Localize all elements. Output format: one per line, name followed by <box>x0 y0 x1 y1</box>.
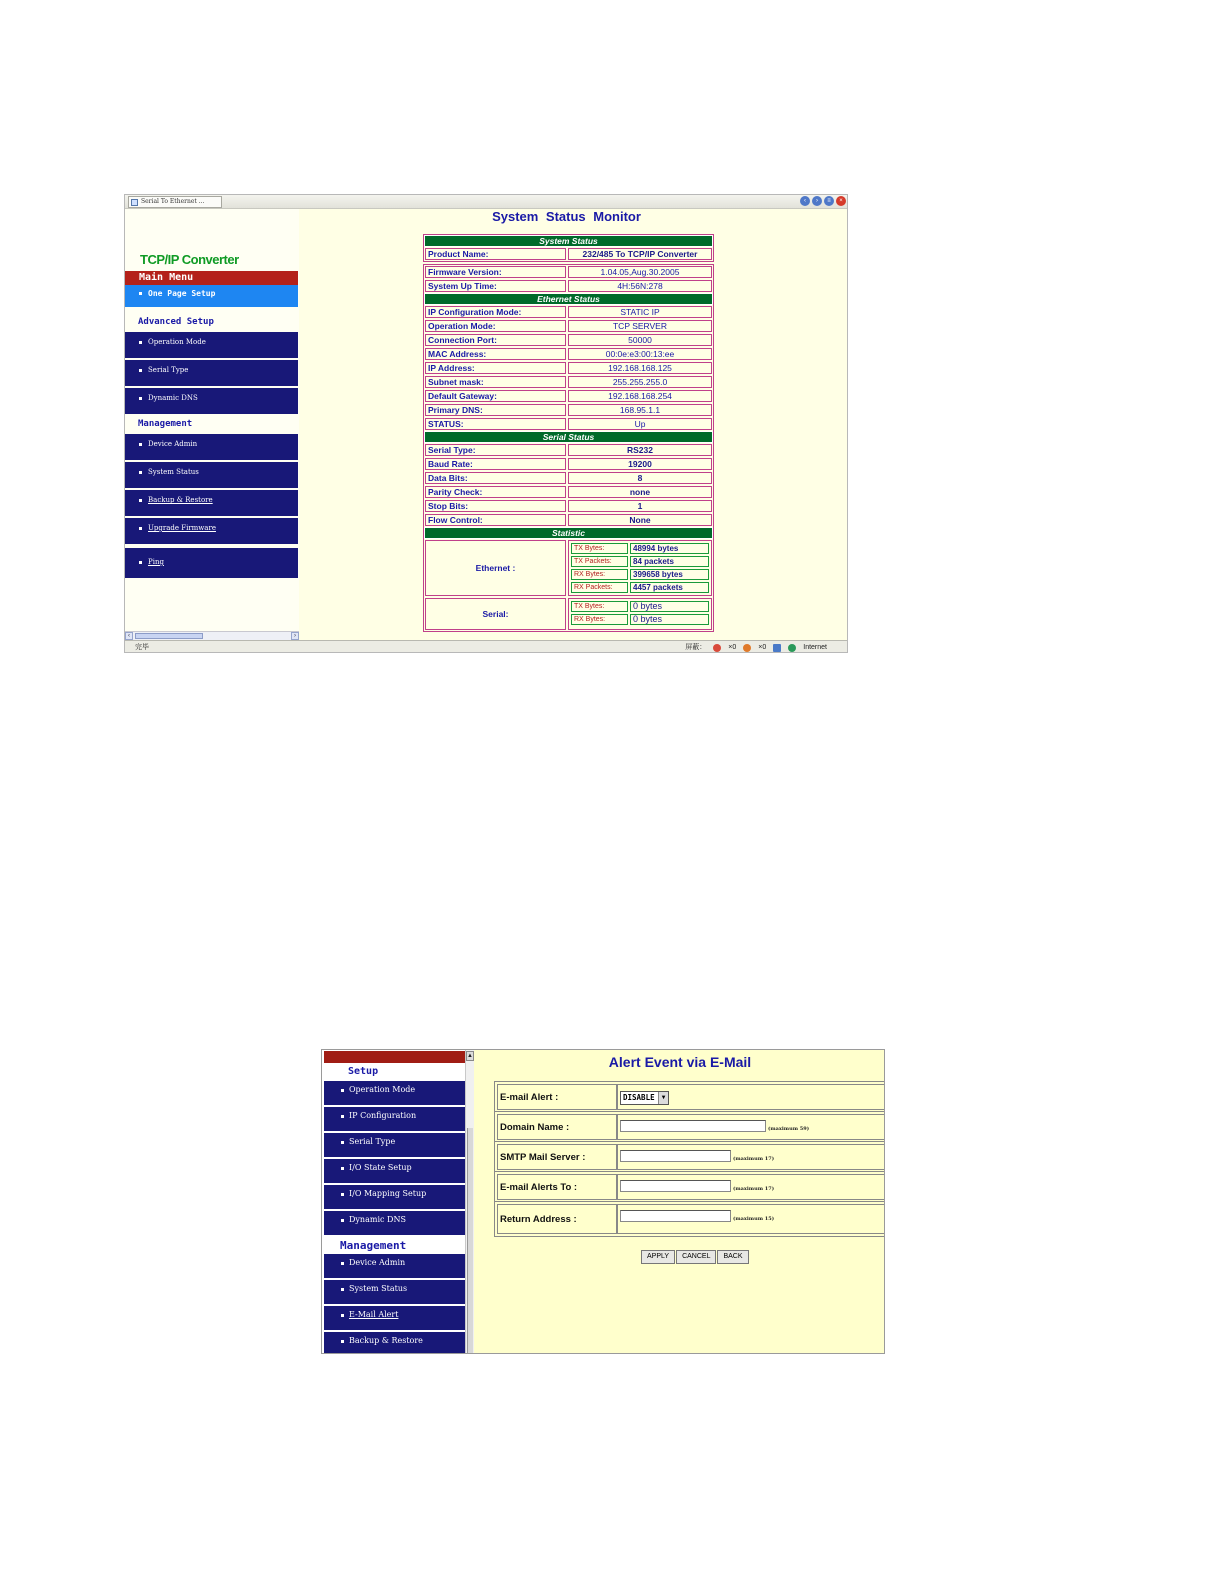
scroll-left-icon[interactable]: ‹ <box>125 632 133 640</box>
firmware-table <box>423 264 714 632</box>
form-row-smtp-server <box>495 1142 885 1172</box>
sidebar-item-label: System Status <box>148 468 199 476</box>
table-row <box>424 485 713 499</box>
stat-label: RX Bytes: <box>571 614 628 625</box>
bullet-icon <box>139 443 142 446</box>
email-alert-select[interactable] <box>620 1091 669 1105</box>
section-advanced-setup: Advanced Setup <box>138 317 214 327</box>
stat-value: 84 packets <box>630 556 709 567</box>
sidebar-item-label: Device Admin <box>148 440 198 448</box>
form-row-alerts-to <box>495 1172 885 1202</box>
email-alert-label: E-mail Alert : <box>497 1084 617 1110</box>
blocked-count-2: ×0 <box>758 644 767 651</box>
sidebar-item-operation-mode[interactable] <box>324 1081 465 1105</box>
table-row <box>424 265 713 279</box>
status-right <box>685 641 827 653</box>
row-label: Data Bits: <box>425 472 566 484</box>
sidebar-item-label: Backup & Restore <box>148 496 213 504</box>
sidebar-item-serial-type[interactable] <box>125 360 298 386</box>
email-alert-form <box>494 1081 885 1237</box>
row-label: Primary DNS: <box>425 404 566 416</box>
browser-status-bar <box>125 640 848 653</box>
serial-statistic-row <box>424 597 713 631</box>
smtp-server-hint: (maximum 17) <box>733 1156 775 1162</box>
sidebar-item-dynamic-dns[interactable] <box>125 388 298 414</box>
window-controls <box>800 196 846 208</box>
form-row-email-alert <box>495 1082 885 1112</box>
row-label: Product Name: <box>425 248 566 260</box>
alerts-to-input[interactable] <box>620 1180 731 1192</box>
table-row <box>424 319 713 333</box>
row-label: Stop Bits: <box>425 500 566 512</box>
bullet-icon <box>341 1219 344 1222</box>
sidebar-item-label: Dynamic DNS <box>349 1215 406 1224</box>
sidebar-item-device-admin[interactable] <box>324 1254 465 1278</box>
page-info-icon[interactable] <box>773 644 781 652</box>
stat-label: TX Bytes: <box>571 543 628 554</box>
sidebar-item-system-status[interactable] <box>324 1280 465 1304</box>
sidebar-item-email-alert[interactable] <box>324 1306 465 1330</box>
bullet-icon <box>341 1167 344 1170</box>
bullet-icon <box>341 1262 344 1265</box>
statistic-header: Statistic <box>424 527 713 539</box>
stat-value: 399658 bytes <box>630 569 709 580</box>
back-circle-icon[interactable]: ‹ <box>800 196 810 206</box>
row-label: Flow Control: <box>425 514 566 526</box>
sidebar-item-one-page-setup[interactable] <box>125 285 298 307</box>
stat-value: 0 bytes <box>630 614 709 625</box>
sidebar-item-dynamic-dns[interactable] <box>324 1211 465 1235</box>
sidebar-item-label: Dynamic DNS <box>148 394 198 402</box>
apply-button[interactable]: APPLY <box>641 1250 675 1264</box>
bullet-icon <box>341 1141 344 1144</box>
stat-row <box>570 555 710 568</box>
sidebar-item-label: Device Admin <box>349 1258 406 1267</box>
stat-label: RX Bytes: <box>571 569 628 580</box>
sidebar-item-label: System Status <box>349 1284 408 1293</box>
sidebar-item-system-status[interactable] <box>125 462 298 488</box>
alerts-to-label: E-mail Alerts To : <box>497 1174 617 1200</box>
bullet-icon <box>139 561 142 564</box>
table-row <box>424 457 713 471</box>
return-address-input[interactable] <box>620 1210 731 1222</box>
row-value: none <box>568 486 712 498</box>
form-cell <box>617 1204 885 1234</box>
return-address-label: Return Address : <box>497 1204 617 1234</box>
row-value: STATIC IP <box>568 306 712 318</box>
sidebar-item-label: Serial Type <box>148 366 189 374</box>
sidebar-item-label: Backup & Restore <box>349 1336 423 1345</box>
smtp-server-label: SMTP Mail Server : <box>497 1144 617 1170</box>
stat-row <box>570 568 710 581</box>
browser-tab-label: Serial To Ethernet ... <box>141 198 205 205</box>
table-row <box>424 499 713 513</box>
stat-value: 0 bytes <box>630 601 709 612</box>
return-address-hint: (maximum 15) <box>733 1216 775 1222</box>
row-label: Operation Mode: <box>425 320 566 332</box>
stat-label: RX Packets: <box>571 582 628 593</box>
sidebar-item-ip-configuration[interactable] <box>324 1107 465 1131</box>
row-label: Parity Check: <box>425 486 566 498</box>
stat-row <box>570 581 710 594</box>
serial-status-header: Serial Status <box>424 431 713 443</box>
form-cell <box>617 1084 885 1110</box>
browser-tab[interactable] <box>128 196 222 208</box>
sidebar-item-upgrade-firmware[interactable] <box>125 518 298 544</box>
back-button[interactable]: BACK <box>717 1250 748 1264</box>
status-text: 完毕 <box>135 644 149 651</box>
row-value: 1.04.05,Aug.30.2005 <box>568 266 712 278</box>
menu-header-bar <box>324 1051 465 1063</box>
row-label: MAC Address: <box>425 348 566 360</box>
bullet-icon <box>139 369 142 372</box>
cancel-button[interactable]: CANCEL <box>676 1250 716 1264</box>
email-alert-browser-window <box>321 1049 885 1354</box>
bullet-icon <box>139 471 142 474</box>
sidebar-item-label: I/O State Setup <box>349 1163 412 1172</box>
row-label: IP Address: <box>425 362 566 374</box>
sidebar-item-label: One Page Setup <box>148 289 216 298</box>
row-value: 168.95.1.1 <box>568 404 712 416</box>
row-label: Serial Type: <box>425 444 566 456</box>
sidebar-item-serial-type[interactable] <box>324 1133 465 1157</box>
system-status-table <box>423 234 714 262</box>
table-row <box>424 347 713 361</box>
bullet-icon <box>341 1314 344 1317</box>
table-row <box>424 305 713 319</box>
row-value: 4H:56N:278 <box>568 280 712 292</box>
domain-name-label: Domain Name : <box>497 1114 617 1140</box>
bullet-icon <box>139 499 142 502</box>
sidebar-item-operation-mode[interactable] <box>125 332 298 358</box>
bullet-icon <box>341 1089 344 1092</box>
ethernet-statistic-label: Ethernet : <box>425 540 566 596</box>
domain-name-input[interactable] <box>620 1120 766 1132</box>
close-icon[interactable]: × <box>836 196 846 206</box>
sidebar-item-io-mapping-setup[interactable] <box>324 1185 465 1209</box>
row-value: RS232 <box>568 444 712 456</box>
row-label: Baud Rate: <box>425 458 566 470</box>
table-row <box>424 417 713 431</box>
system-status-header: System Status <box>424 235 713 247</box>
main-menu-header: Main Menu <box>125 271 298 285</box>
form-cell <box>617 1174 885 1200</box>
row-label: System Up Time: <box>425 280 566 292</box>
ethernet-status-header: Ethernet Status <box>424 293 713 305</box>
table-row <box>424 361 713 375</box>
sidebar-item-io-state-setup[interactable] <box>324 1159 465 1183</box>
section-management: Management <box>138 419 193 429</box>
stat-row <box>570 600 710 613</box>
row-value: 50000 <box>568 334 712 346</box>
form-cell <box>617 1114 885 1140</box>
ad-blocker-icon[interactable] <box>743 644 751 652</box>
bullet-icon <box>341 1340 344 1343</box>
row-label: Firmware Version: <box>425 266 566 278</box>
email-alert-selected-value: DISABLE <box>623 1093 655 1102</box>
sidebar-item-label: Upgrade Firmware <box>148 524 216 532</box>
table-row <box>424 443 713 457</box>
form-row-domain-name <box>495 1112 885 1142</box>
page-title: System Status Monitor <box>492 209 641 224</box>
sidebar-item-label: Ping <box>148 558 164 566</box>
section-setup: Setup <box>348 1066 379 1077</box>
vertical-scrollbar[interactable] <box>465 1050 474 1354</box>
globe-icon <box>788 644 796 652</box>
form-row-return-address <box>495 1202 885 1236</box>
sidebar <box>125 209 299 639</box>
ethernet-statistic-row <box>424 539 713 597</box>
row-value: 192.168.168.254 <box>568 390 712 402</box>
ethernet-statistic-box <box>568 540 712 596</box>
scroll-up-icon[interactable]: ▲ <box>467 1053 473 1059</box>
sidebar-item-label: I/O Mapping Setup <box>349 1189 427 1198</box>
sidebar-item-label: Serial Type <box>349 1137 396 1146</box>
form-buttons <box>641 1250 749 1264</box>
row-label: STATUS: <box>425 418 566 430</box>
row-value: 19200 <box>568 458 712 470</box>
bullet-icon <box>139 397 142 400</box>
blocked-count-1: ×0 <box>728 644 737 651</box>
sidebar-item-label: IP Configuration <box>349 1111 417 1120</box>
stat-row <box>570 542 710 555</box>
sidebar-item-backup-restore[interactable] <box>324 1332 465 1354</box>
row-label: Default Gateway: <box>425 390 566 402</box>
section-management: Management <box>340 1239 407 1252</box>
row-label: Connection Port: <box>425 334 566 346</box>
security-zone-label: Internet <box>803 644 827 651</box>
blocked-label: 屏蔽： <box>685 644 707 651</box>
table-row <box>424 375 713 389</box>
forward-circle-icon[interactable]: › <box>812 196 822 206</box>
browser-tab-bar <box>125 195 848 209</box>
horizontal-scrollbar[interactable] <box>125 631 299 640</box>
table-row <box>424 403 713 417</box>
sidebar-item-ping[interactable] <box>125 548 298 578</box>
menu-circle-icon[interactable]: ≡ <box>824 196 834 206</box>
row-label: Subnet mask: <box>425 376 566 388</box>
sidebar-item-backup-restore[interactable] <box>125 490 298 516</box>
system-status-browser-window <box>124 194 848 653</box>
bullet-icon <box>139 292 142 295</box>
row-value: 232/485 To TCP/IP Converter <box>568 248 712 260</box>
bullet-icon <box>341 1115 344 1118</box>
stat-label: TX Bytes: <box>571 601 628 612</box>
row-value: 192.168.168.125 <box>568 362 712 374</box>
domain-name-hint: (maximum 59) <box>768 1126 810 1132</box>
scrollbar-thumb[interactable] <box>467 1128 473 1354</box>
sidebar-item-label: Operation Mode <box>349 1085 416 1094</box>
popup-blocker-icon[interactable] <box>713 644 721 652</box>
stat-value: 4457 packets <box>630 582 709 593</box>
bullet-icon <box>341 1193 344 1196</box>
bullet-icon <box>341 1288 344 1291</box>
page-icon <box>131 199 138 206</box>
stat-value: 48994 bytes <box>630 543 709 554</box>
brand-logo: TCP/IP Converter <box>140 252 239 267</box>
stat-label: TX Packets: <box>571 556 628 567</box>
row-value: TCP SERVER <box>568 320 712 332</box>
row-label: IP Configuration Mode: <box>425 306 566 318</box>
sidebar-item-label: E-Mail Alert <box>349 1310 399 1319</box>
serial-statistic-box <box>568 598 712 630</box>
table-row <box>424 513 713 527</box>
bullet-icon <box>139 527 142 530</box>
table-row <box>424 389 713 403</box>
stat-row <box>570 613 710 626</box>
sidebar <box>322 1050 474 1354</box>
page-title: Alert Event via E-Mail <box>608 1054 752 1070</box>
row-value: 00:0e:e3:00:13:ee <box>568 348 712 360</box>
chevron-down-icon[interactable]: ▼ <box>658 1092 668 1104</box>
serial-statistic-label: Serial: <box>425 598 566 630</box>
row-value: 255.255.255.0 <box>568 376 712 388</box>
serial-status-rows <box>424 443 713 527</box>
alerts-to-hint: (maximum 17) <box>733 1186 775 1192</box>
table-row <box>424 333 713 347</box>
sidebar-item-device-admin[interactable] <box>125 434 298 460</box>
table-row <box>424 247 713 261</box>
ethernet-status-rows <box>424 305 713 431</box>
table-row <box>424 471 713 485</box>
bullet-icon <box>139 341 142 344</box>
table-row <box>424 279 713 293</box>
sidebar-item-label: Operation Mode <box>148 338 206 346</box>
form-cell <box>617 1144 885 1170</box>
smtp-server-input[interactable] <box>620 1150 731 1162</box>
row-value: 8 <box>568 472 712 484</box>
scrollbar-thumb[interactable] <box>135 633 203 639</box>
row-value: 1 <box>568 500 712 512</box>
row-value: Up <box>568 418 712 430</box>
scroll-right-icon[interactable]: › <box>291 632 299 640</box>
row-value: None <box>568 514 712 526</box>
